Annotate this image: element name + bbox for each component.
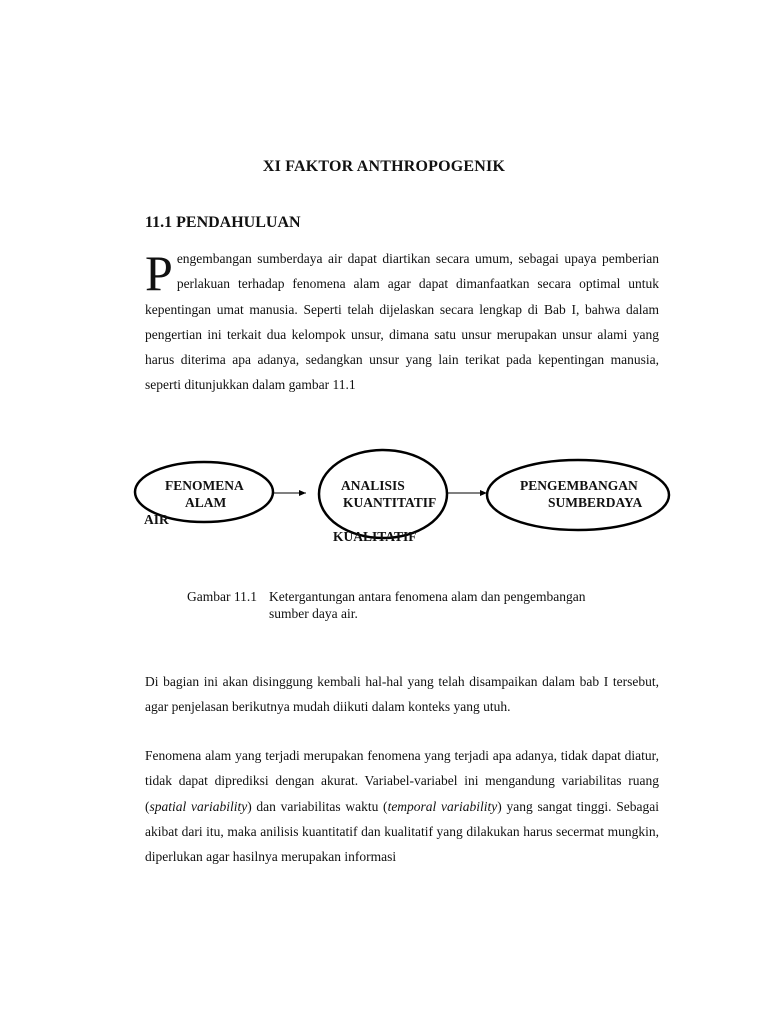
paragraph-3-part2: ) dan variabilitas waktu (	[247, 798, 388, 814]
caption-lead: Gambar 11.1	[187, 589, 257, 604]
figure-caption	[187, 588, 586, 622]
chapter-heading: XI FAKTOR ANTHROPOGENIK	[262, 158, 506, 175]
node-pengembangan-line2: SUMBERDAYA	[548, 495, 643, 510]
ellipse-analisis	[319, 450, 447, 538]
node-pengembangan-line1: PENGEMBANGAN	[520, 478, 638, 493]
node-analisis-line2: KUANTITATIF	[343, 495, 437, 510]
intro-text: engembangan sumberdaya air dapat diartikan secara umum, sebagai upaya pemberian perlakuan terhadap fenomena alam agar dapat dimanfaatkan secara optimal untuk kepentingan umat manusia. Seperti telah dijelaskan secara lengkap di Bab I, bahwa dalam pengertian ini terkait dua kelompok unsur, dimana satu unsur merupakan unsur alami yang harus diterima apa adanya, sedangkan unsur yang lain terikat pada kepentingan manusia, seperti ditunjukkan dalam gambar 11.1	[145, 251, 659, 393]
arrowhead-1	[299, 490, 306, 496]
node-fenomena-line1: FENOMENA	[165, 478, 244, 493]
node-fenomena-line2: ALAM	[185, 495, 227, 510]
paragraph-3-part1: Fenomena alam yang terjadi merupakan fenomena yang terjadi apa adanya, tidak dapat diatur, tidak dapat diprediksi dengan akurat. Variabel-variabel ini mengandung variabilitas ruang (	[145, 748, 659, 814]
italic-temporal-variability: temporal variability	[387, 798, 498, 814]
paragraph-2: Di bagian ini akan disinggung kembali hal-hal yang telah disampaikan dalam bab I tersebut, agar penjelasan berikutnya mudah diikuti dalam konteks yang utuh.	[145, 674, 659, 715]
node-analisis-line1: ANALISIS	[341, 478, 405, 493]
node-analisis-line3: KUALITATIF	[333, 529, 417, 544]
section-title: 11.1 PENDAHULUAN	[145, 214, 301, 231]
node-overflow-word: AIR	[144, 512, 169, 527]
paragraph-3-part3: ) yang sangat tinggi. Sebagai akibat dari itu, maka anilisis kuantitatif dan kualitatif yang dilakukan harus secermat mungkin, diperlukan agar hasilnya merupakan informasi	[145, 798, 659, 865]
caption-line1: Ketergantungan antara fenomena alam dan pengembangan	[269, 589, 586, 604]
paragraph-3	[145, 743, 659, 869]
drop-cap: P	[145, 245, 173, 301]
caption-line2: sumber daya air.	[269, 606, 358, 621]
italic-spatial-variability: spatial variability	[149, 798, 248, 814]
